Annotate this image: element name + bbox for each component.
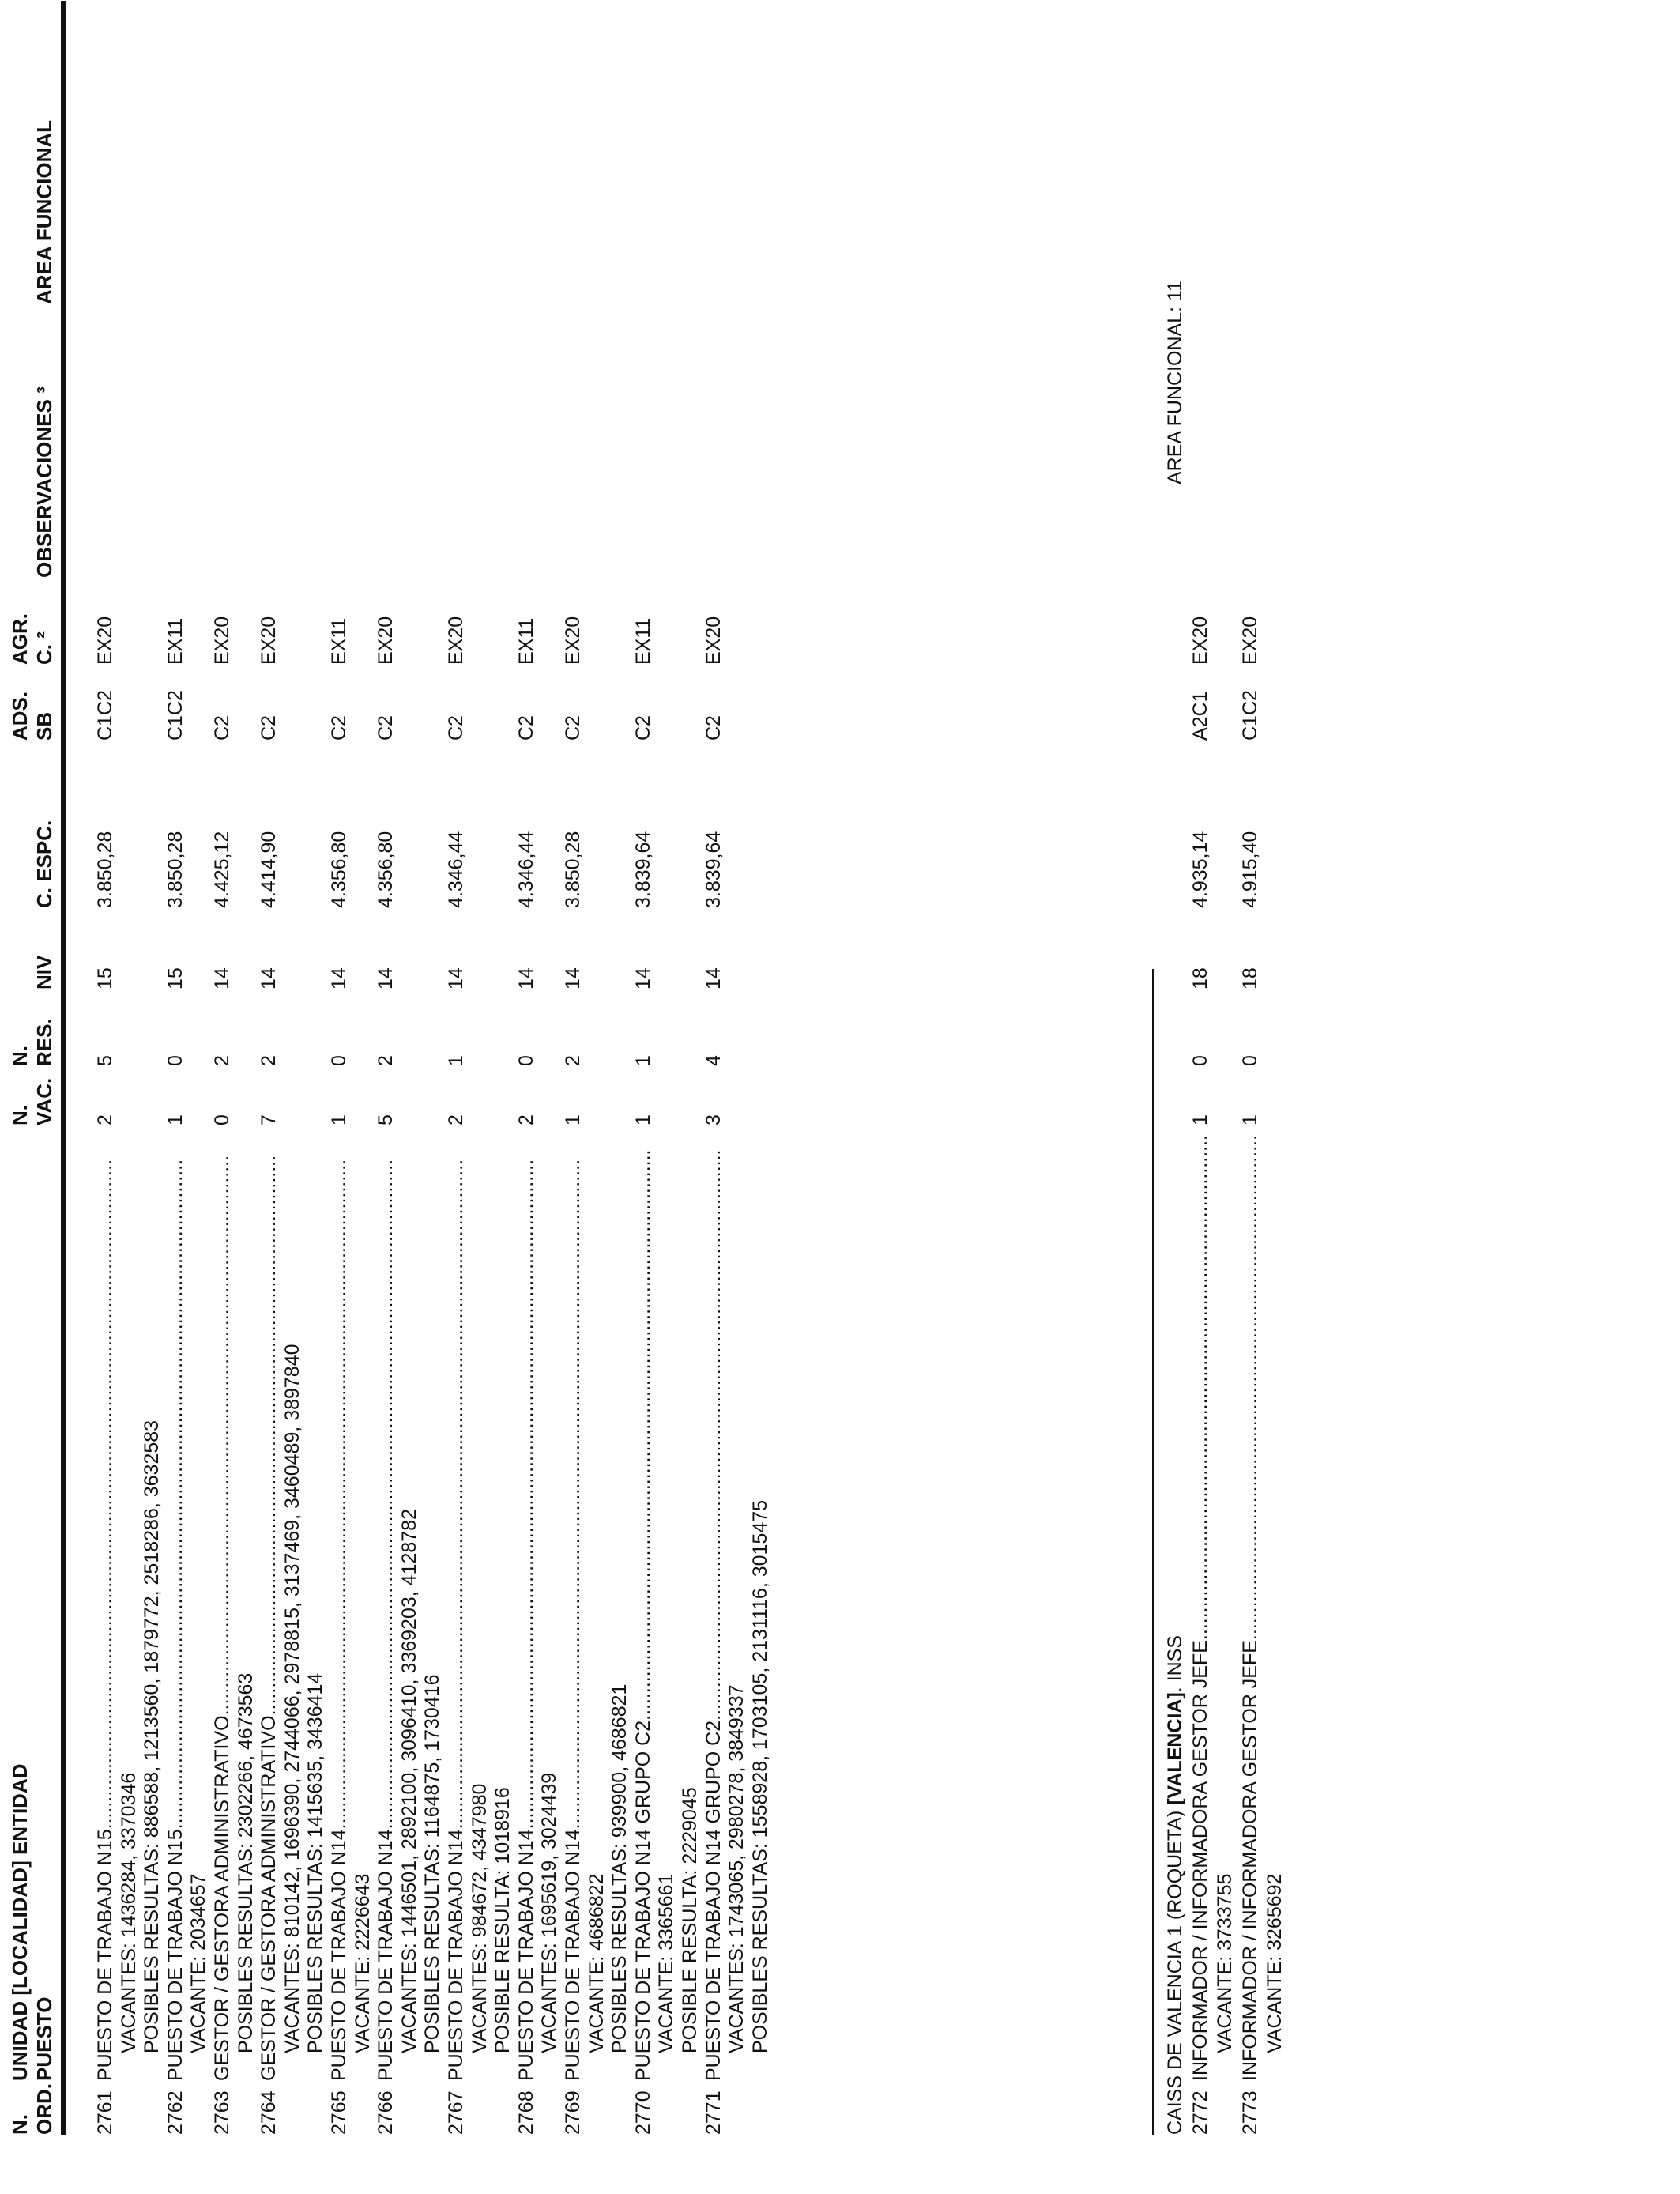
row-detail: POSIBLES RESULTAS: 1558928, 1703105, 2131116, 3015475 bbox=[748, 1499, 771, 2053]
header-unidad: UNIDAD [LOCALIDAD] ENTIDAD PUESTO bbox=[8, 1763, 56, 2081]
agr-code: EX20 bbox=[1238, 616, 1261, 665]
row-puesto-label: PUESTO DE TRABAJO N14 GRUPO C2 bbox=[702, 1720, 725, 2081]
vacancy-count: 2 bbox=[445, 1114, 467, 1125]
row-order-number: 2770 bbox=[631, 2090, 654, 2135]
header-n-ord: N. ORD. bbox=[8, 2083, 56, 2135]
header-n-res: N. RES. bbox=[8, 1018, 56, 1066]
header-area-funcional: AREA FUNCIONAL bbox=[32, 119, 56, 304]
unit-area-funcional: AREA FUNCIONAL: 11 bbox=[1164, 281, 1186, 484]
row-puesto-label: INFORMADOR / INFORMADORA GESTOR JEFE bbox=[1188, 1640, 1211, 2081]
row-detail: VACANTES: 1436284, 3370346 bbox=[117, 1772, 140, 2053]
level: 14 bbox=[375, 967, 397, 990]
specific-complement: 3.839,64 bbox=[631, 831, 654, 908]
row-puesto-label: INFORMADOR / INFORMADORA GESTOR JEFE bbox=[1238, 1640, 1261, 2081]
vacancy-count: 0 bbox=[211, 1114, 233, 1125]
specific-complement: 3.839,64 bbox=[702, 831, 725, 908]
vacancy-count: 1 bbox=[631, 1114, 654, 1125]
row-detail: VACANTES: 810142, 1696390, 2744066, 2978815, 3137469, 3460489, 3897840 bbox=[281, 1344, 303, 2053]
row-puesto-label: PUESTO DE TRABAJO N14 bbox=[328, 1829, 350, 2081]
leader-dots: ............................................................................................ bbox=[1238, 1135, 1261, 1641]
agr-code: EX11 bbox=[514, 617, 537, 665]
row-detail: POSIBLE RESULTA: 2229045 bbox=[679, 1787, 701, 2053]
level: 14 bbox=[445, 967, 467, 990]
row-puesto-label: PUESTO DE TRABAJO N14 bbox=[375, 1829, 397, 2081]
row-puesto bbox=[1237, 1135, 1264, 2081]
row-order-number: 2773 bbox=[1238, 2090, 1261, 2135]
reserve-count: 0 bbox=[1238, 1055, 1261, 1066]
level: 14 bbox=[258, 967, 281, 990]
unit-name-suffix: . INSS bbox=[1164, 1634, 1186, 1693]
ads-group: C2 bbox=[211, 715, 233, 741]
reserve-count: 5 bbox=[94, 1055, 116, 1066]
reserve-count: 0 bbox=[164, 1055, 186, 1066]
specific-complement: 4.356,80 bbox=[375, 831, 397, 908]
specific-complement: 4.346,44 bbox=[514, 831, 537, 908]
vacancy-count: 5 bbox=[375, 1114, 397, 1125]
table-row bbox=[1187, 0, 1214, 2194]
reserve-count: 0 bbox=[1188, 1055, 1211, 1066]
row-detail: VACANTE: 3365661 bbox=[655, 1873, 678, 2053]
ads-group: C2 bbox=[514, 715, 537, 741]
leader-dots: .......................................................................................................................... bbox=[164, 1159, 186, 1830]
leader-dots: .......................................................................................................................... bbox=[328, 1159, 350, 1830]
row-puesto-label: GESTOR / GESTORA ADMINISTRATIVO bbox=[211, 1715, 233, 2081]
level: 18 bbox=[1238, 967, 1261, 990]
row-order-number: 2763 bbox=[211, 2090, 233, 2135]
row-puesto-label: PUESTO DE TRABAJO N15 bbox=[164, 1829, 186, 2081]
row-detail: VACANTE: 3733755 bbox=[1214, 1873, 1237, 2053]
leader-dots: .......................................................................................................................... bbox=[94, 1159, 116, 1830]
row-puesto-label: PUESTO DE TRABAJO N14 bbox=[514, 1829, 537, 2081]
vacancy-count: 1 bbox=[1238, 1114, 1261, 1125]
leader-dots: ........................................................................................................ bbox=[631, 1149, 654, 1721]
row-puesto bbox=[1187, 1135, 1214, 2081]
row-puesto-label: PUESTO DE TRABAJO N14 GRUPO C2 bbox=[631, 1720, 654, 2081]
agr-code: EX20 bbox=[375, 616, 397, 665]
specific-complement: 3.850,28 bbox=[164, 831, 186, 908]
reserve-count: 4 bbox=[702, 1055, 725, 1066]
header-rule bbox=[61, 1, 66, 2135]
row-detail: VACANTES: 984672, 4347980 bbox=[468, 1783, 491, 2053]
row-order-number: 2765 bbox=[328, 2090, 350, 2135]
agr-code: EX20 bbox=[1188, 616, 1211, 665]
row-order-number: 2766 bbox=[375, 2090, 397, 2135]
agr-code: EX11 bbox=[631, 617, 654, 665]
header-n-vac: N. VAC. bbox=[8, 1077, 56, 1125]
specific-complement: 4.346,44 bbox=[445, 831, 467, 908]
ads-group: C1C2 bbox=[164, 690, 186, 741]
ads-group: C2 bbox=[702, 715, 725, 741]
row-order-number: 2761 bbox=[94, 2090, 116, 2135]
ads-group: C1C2 bbox=[1238, 690, 1261, 741]
level: 14 bbox=[211, 967, 233, 990]
reserve-count: 1 bbox=[631, 1055, 654, 1066]
reserve-count: 1 bbox=[445, 1055, 467, 1066]
reserve-count: 2 bbox=[375, 1055, 397, 1066]
vacancy-count: 1 bbox=[328, 1114, 350, 1125]
vacancy-count: 1 bbox=[562, 1114, 584, 1125]
specific-complement: 4.356,80 bbox=[328, 831, 350, 908]
table-row bbox=[326, 0, 352, 2194]
row-detail: POSIBLES RESULTAS: 1164875, 1730416 bbox=[421, 1674, 444, 2053]
row-puesto-label: PUESTO DE TRABAJO N14 bbox=[562, 1829, 584, 2081]
header-niv: NIV bbox=[32, 955, 56, 990]
specific-complement: 4.425,12 bbox=[211, 831, 233, 908]
row-detail: POSIBLES RESULTAS: 939900, 4686821 bbox=[608, 1683, 631, 2053]
table-row bbox=[162, 0, 189, 2194]
ads-group: C2 bbox=[375, 715, 397, 741]
agr-code: EX20 bbox=[562, 616, 584, 665]
leader-dots: ............................................................................................ bbox=[1188, 1135, 1211, 1641]
reserve-count: 2 bbox=[211, 1055, 233, 1066]
row-order-number: 2767 bbox=[445, 2090, 467, 2135]
row-order-number: 2764 bbox=[258, 2090, 281, 2135]
header-ads: ADS. SB bbox=[8, 691, 56, 741]
specific-complement: 4.935,14 bbox=[1188, 831, 1211, 908]
agr-code: EX20 bbox=[94, 616, 116, 665]
agr-code: EX20 bbox=[702, 616, 725, 665]
specific-complement: 3.850,28 bbox=[94, 831, 116, 908]
level: 14 bbox=[562, 967, 584, 990]
level: 14 bbox=[328, 967, 350, 990]
row-detail: POSIBLES RESULTAS: 2302266, 4673563 bbox=[234, 1672, 257, 2053]
level: 14 bbox=[514, 967, 537, 990]
level: 14 bbox=[631, 967, 654, 990]
agr-code: EX20 bbox=[211, 616, 233, 665]
agr-code: EX11 bbox=[164, 617, 186, 665]
agr-code: EX11 bbox=[328, 617, 350, 665]
specific-complement: 4.414,90 bbox=[258, 831, 281, 908]
reserve-count: 0 bbox=[514, 1055, 537, 1066]
row-order-number: 2771 bbox=[702, 2090, 725, 2135]
row-puesto-label: GESTOR / GESTORA ADMINISTRATIVO bbox=[258, 1715, 281, 2081]
specific-complement: 4.915,40 bbox=[1238, 831, 1261, 908]
unit-name-locality: [VALENCIA] bbox=[1164, 1692, 1186, 1805]
vacancy-count: 1 bbox=[1188, 1114, 1211, 1125]
ads-group: C1C2 bbox=[94, 690, 116, 741]
row-order-number: 2762 bbox=[164, 2090, 186, 2135]
reserve-count: 0 bbox=[328, 1055, 350, 1066]
row-detail: VACANTE: 2226643 bbox=[351, 1873, 374, 2053]
leader-dots: .......................................................................................................................... bbox=[375, 1159, 397, 1830]
ads-group: C2 bbox=[258, 715, 281, 741]
row-order-number: 2772 bbox=[1188, 2090, 1211, 2135]
specific-complement: 3.850,28 bbox=[562, 831, 584, 908]
row-detail: POSIBLES RESULTAS: 886588, 1213560, 1879772, 2518286, 3632583 bbox=[141, 1419, 164, 2053]
row-detail: VACANTE: 2034657 bbox=[187, 1873, 210, 2053]
reserve-count: 2 bbox=[258, 1055, 281, 1066]
level: 14 bbox=[702, 967, 725, 990]
table-row bbox=[630, 0, 657, 2194]
ads-group: C2 bbox=[328, 715, 350, 741]
agr-code: EX20 bbox=[445, 616, 467, 665]
leader-dots: .......................................................................................................................... bbox=[562, 1159, 584, 1830]
vacancy-count: 3 bbox=[702, 1114, 725, 1125]
unit-name-prefix: CAISS DE VALENCIA 1 (ROQUETA) bbox=[1164, 1804, 1186, 2135]
vacancy-count: 7 bbox=[258, 1114, 281, 1125]
leader-dots: ........................................................................................................ bbox=[702, 1149, 725, 1721]
vacancy-count: 1 bbox=[164, 1114, 186, 1125]
row-order-number: 2768 bbox=[514, 2090, 537, 2135]
header-agr: AGR. C. ² bbox=[8, 613, 56, 665]
table-row bbox=[559, 0, 586, 2194]
row-detail: VACANTE: 4686822 bbox=[585, 1873, 608, 2053]
table-row bbox=[1237, 0, 1264, 2194]
row-puesto-label: PUESTO DE TRABAJO N14 bbox=[445, 1829, 467, 2081]
ads-group: C2 bbox=[445, 715, 467, 741]
row-detail: VACANTES: 1446501, 2892100, 3096410, 3369203, 4128782 bbox=[397, 1509, 420, 2053]
row-order-number: 2769 bbox=[562, 2090, 584, 2135]
level: 15 bbox=[94, 967, 116, 990]
row-detail: VACANTES: 1743065, 2980278, 3849337 bbox=[725, 1684, 748, 2053]
agr-code: EX20 bbox=[258, 616, 281, 665]
header-observaciones: OBSERVACIONES ³ bbox=[32, 386, 56, 578]
unit-name bbox=[1162, 1635, 1188, 2135]
level: 18 bbox=[1188, 967, 1211, 990]
row-puesto-label: PUESTO DE TRABAJO N15 bbox=[94, 1829, 116, 2081]
leader-dots: ...................................................................................................... bbox=[211, 1155, 233, 1716]
leader-dots: .......................................................................................................................... bbox=[514, 1159, 537, 1830]
row-detail: POSIBLES RESULTAS: 1415635, 3436414 bbox=[304, 1672, 327, 2053]
row-detail: POSIBLE RESULTA: 1018916 bbox=[492, 1787, 514, 2053]
vacancy-count: 2 bbox=[94, 1114, 116, 1125]
ads-group: C2 bbox=[562, 715, 584, 741]
row-detail: VACANTE: 3265692 bbox=[1264, 1873, 1286, 2053]
row-detail: VACANTES: 1695619, 3024439 bbox=[538, 1772, 561, 2053]
leader-dots: ...................................................................................................... bbox=[258, 1155, 281, 1716]
header-c-espc: C. ESPC. bbox=[32, 820, 56, 908]
ads-group: C2 bbox=[631, 715, 654, 741]
section-separator-rule bbox=[1152, 969, 1154, 2135]
level: 15 bbox=[164, 967, 186, 990]
reserve-count: 2 bbox=[562, 1055, 584, 1066]
ads-group: A2C1 bbox=[1188, 691, 1211, 741]
vacancy-count: 2 bbox=[514, 1114, 537, 1125]
leader-dots: .......................................................................................................................... bbox=[445, 1159, 467, 1830]
